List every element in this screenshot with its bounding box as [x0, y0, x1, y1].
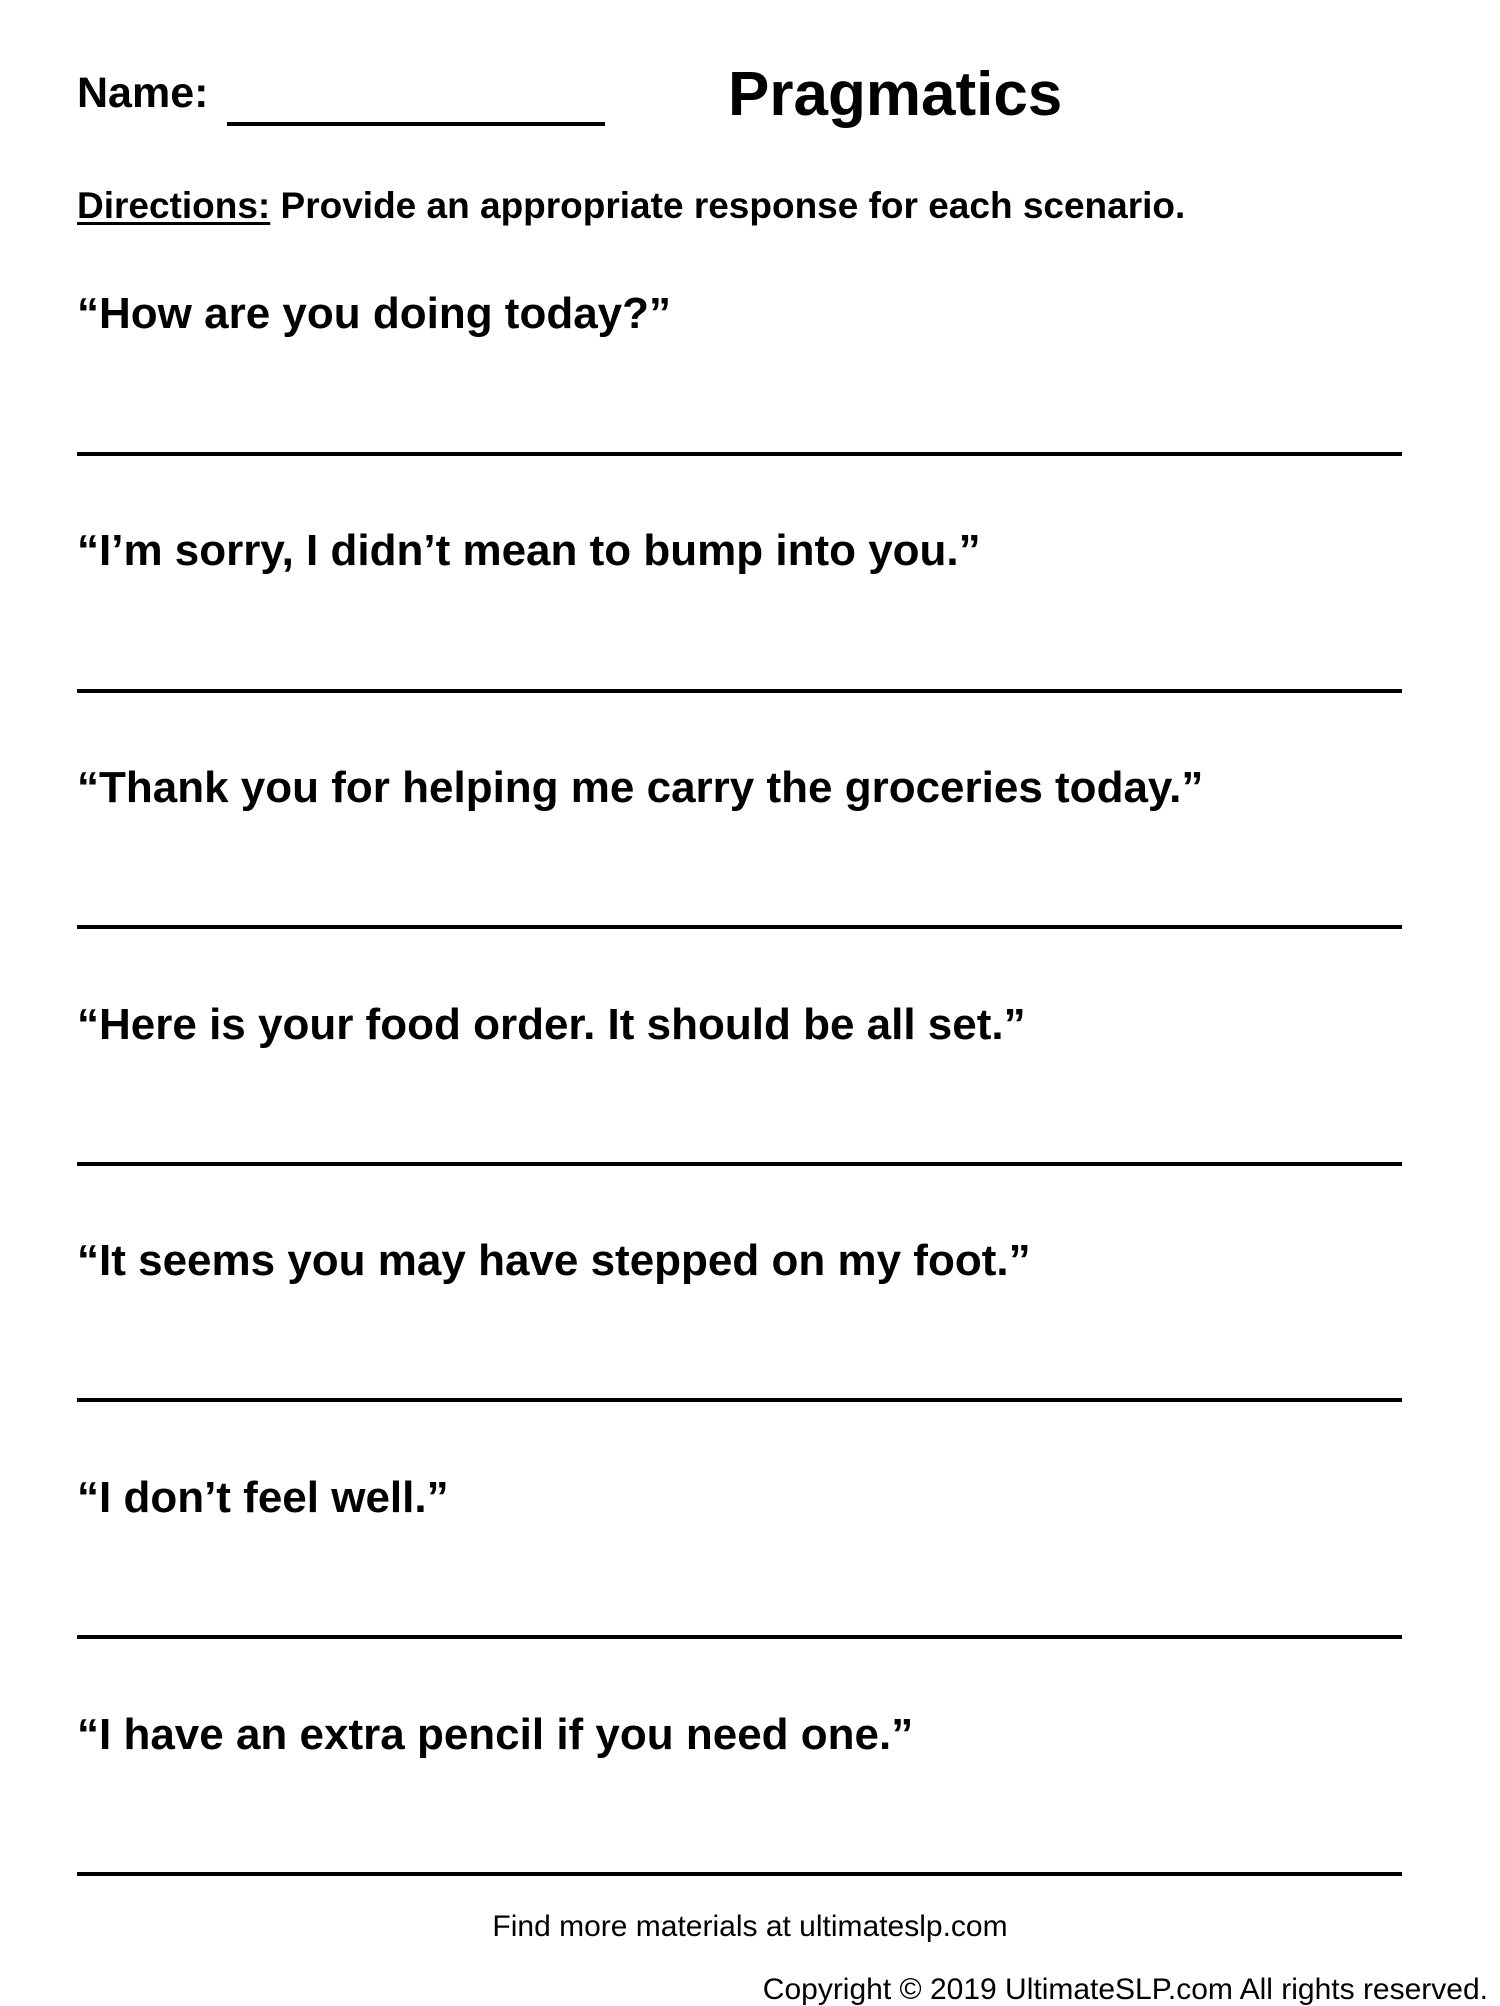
- name-blank-line: [227, 122, 605, 126]
- directions-text: Provide an appropriate response for each scenario.: [270, 185, 1186, 226]
- scenario-prompt-7: “I have an extra pencil if you need one.”: [77, 1710, 914, 1759]
- answer-line-2: [77, 689, 1402, 693]
- answer-line-1: [77, 452, 1402, 456]
- scenario-prompt-5: “It seems you may have stepped on my foot.”: [77, 1236, 1031, 1285]
- scenario-prompt-1: “How are you doing today?”: [77, 289, 672, 338]
- name-label: Name:: [77, 69, 209, 117]
- scenario-prompt-4: “Here is your food order. It should be all set.”: [77, 1000, 1026, 1049]
- answer-line-4: [77, 1162, 1402, 1166]
- footer-materials-link: Find more materials at ultimateslp.com: [492, 1910, 1008, 1943]
- answer-line-5: [77, 1398, 1402, 1402]
- answer-line-6: [77, 1635, 1402, 1639]
- scenario-prompt-2: “I’m sorry, I didn’t mean to bump into you.”: [77, 526, 981, 575]
- directions-label: Directions:: [77, 185, 271, 226]
- scenario-prompt-6: “I don’t feel well.”: [77, 1473, 449, 1522]
- scenario-prompt-3: “Thank you for helping me carry the groceries today.”: [77, 763, 1204, 812]
- answer-line-3: [77, 925, 1402, 929]
- copyright-notice: Copyright © 2019 UltimateSLP.com All rights reserved.: [762, 1973, 1488, 2006]
- directions: [77, 187, 1185, 224]
- page-title: Pragmatics: [728, 60, 1063, 129]
- answer-line-7: [77, 1872, 1402, 1876]
